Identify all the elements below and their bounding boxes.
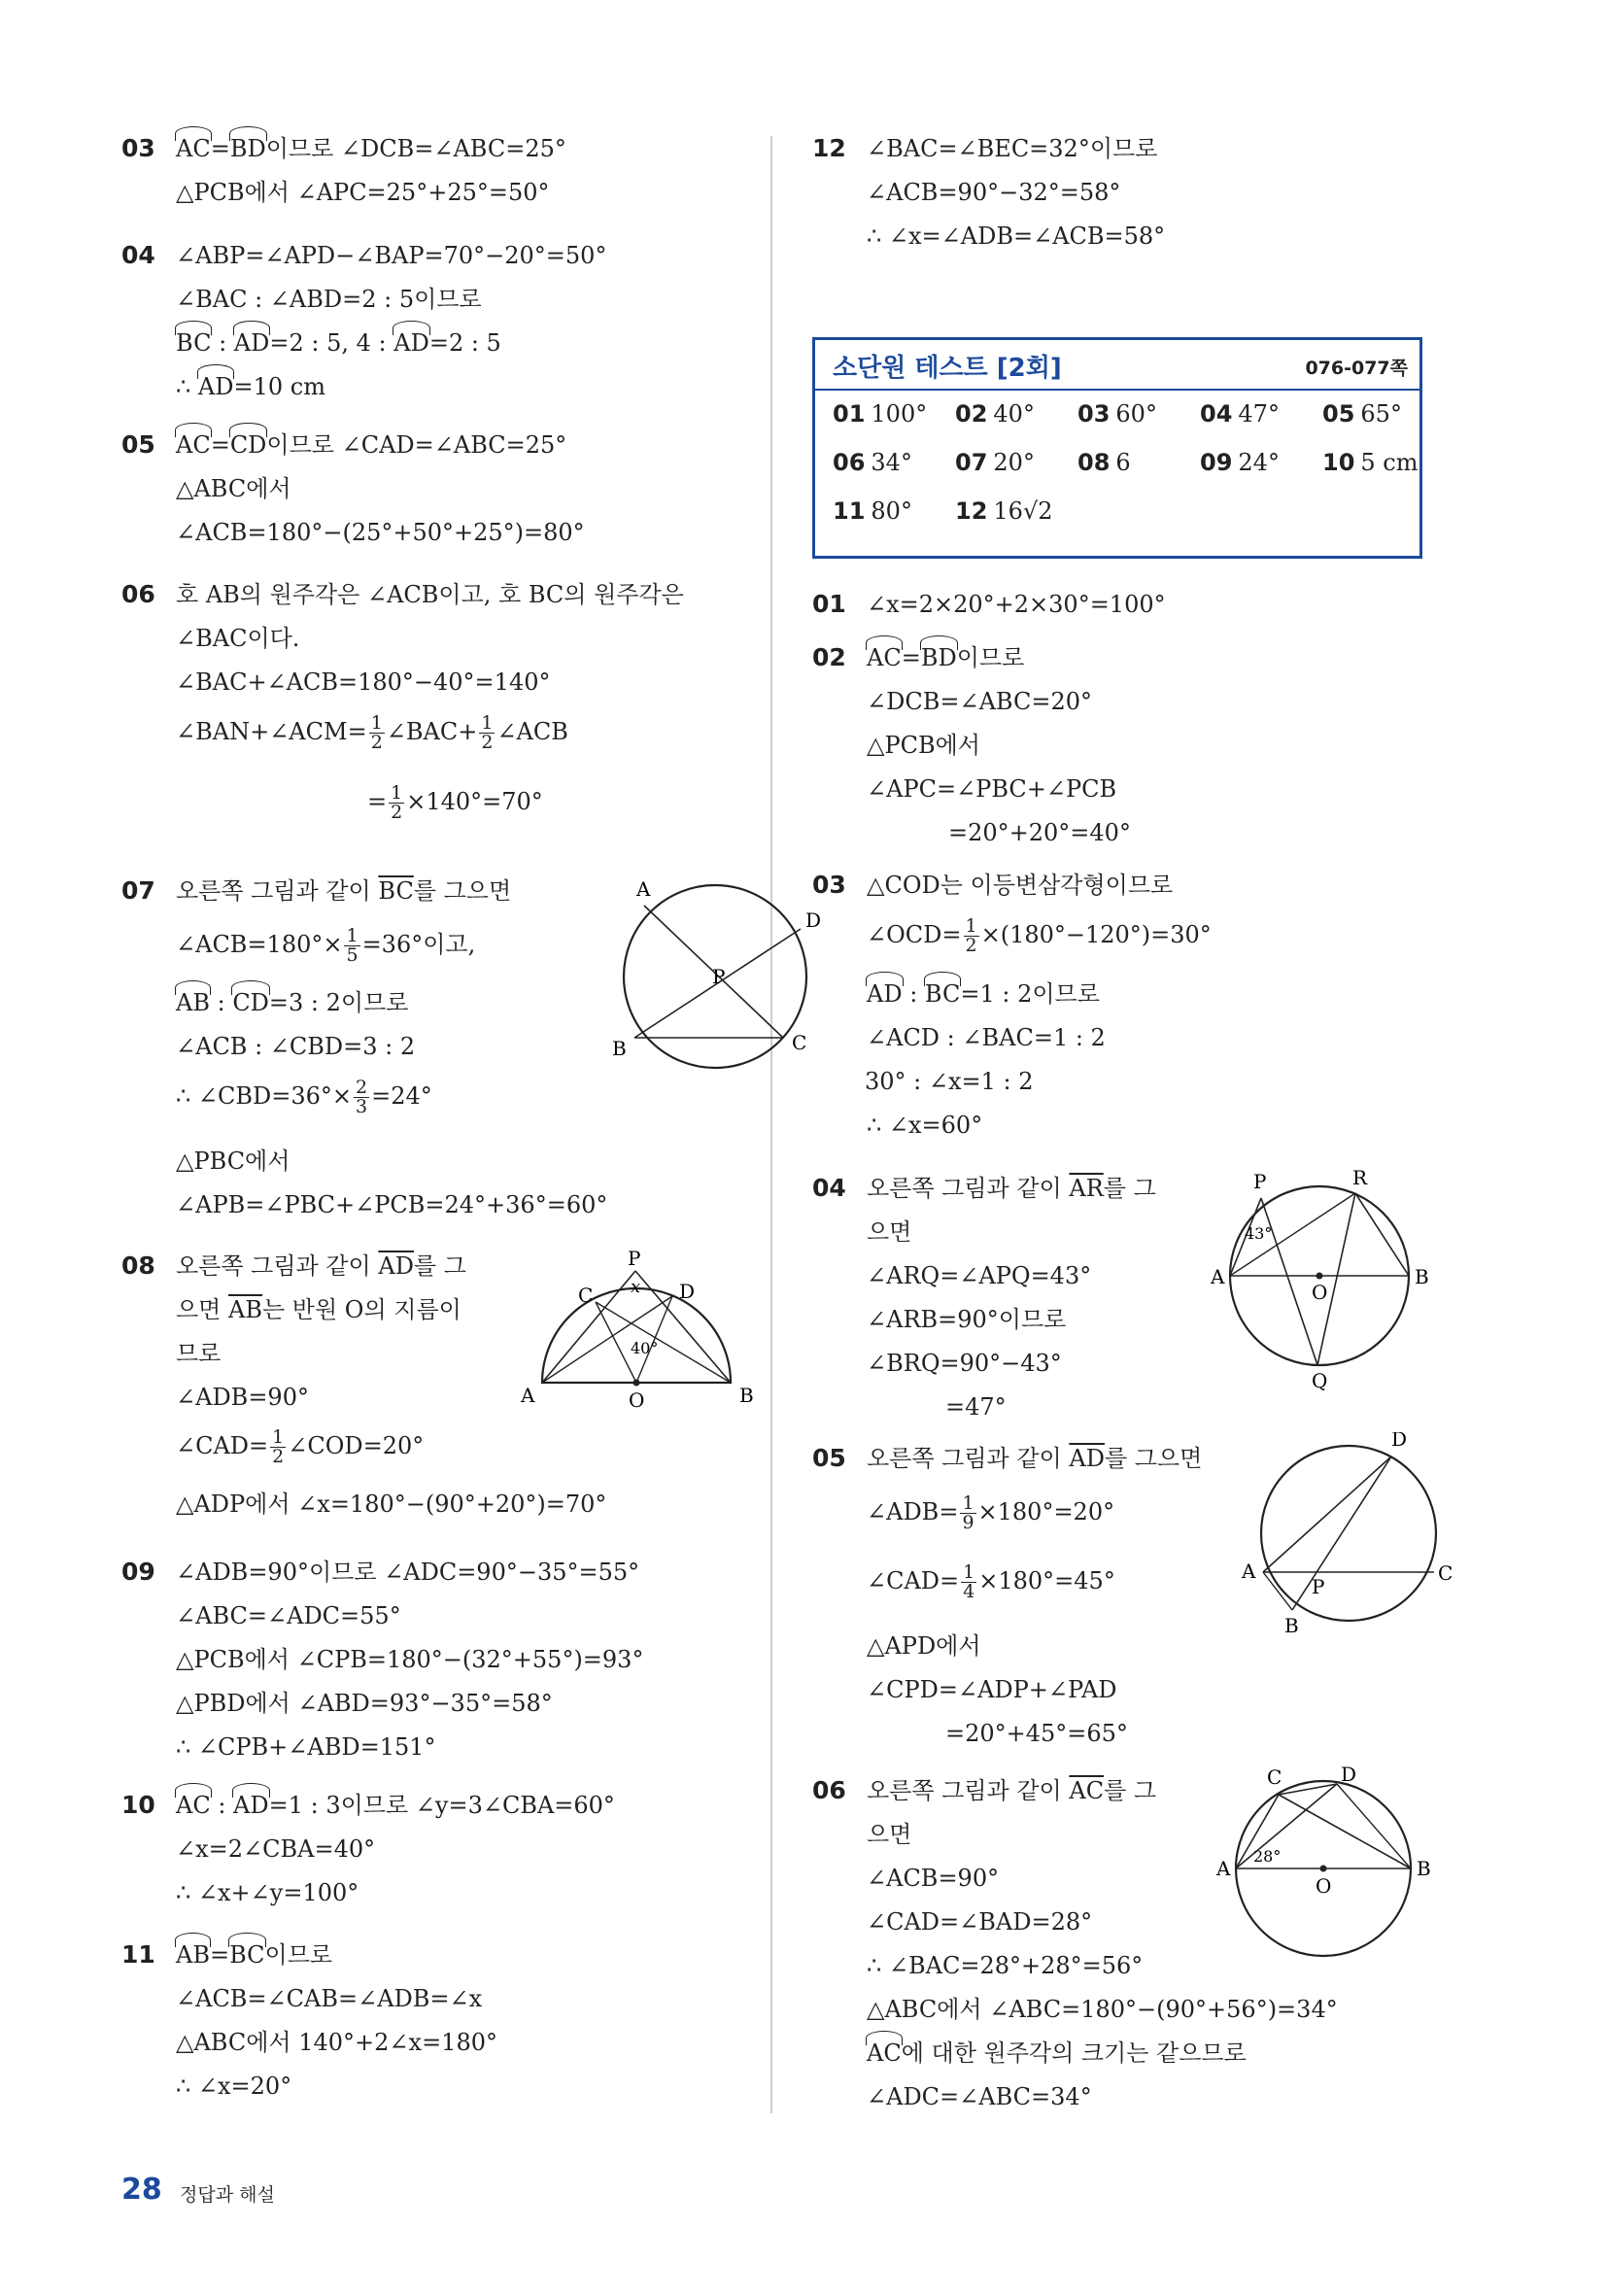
numerator: 1 xyxy=(370,712,383,734)
answer-number: 11 xyxy=(833,497,866,525)
problem-number: 04 xyxy=(121,241,155,269)
solution-line: ∠CAD=∠BAD=28° xyxy=(867,1908,1093,1936)
text: 오른쪽 그림과 같이 xyxy=(176,1252,379,1280)
point-label-p: P xyxy=(1312,1575,1325,1598)
text: =24° xyxy=(371,1082,432,1110)
denominator: 3 xyxy=(356,1096,368,1117)
answer-item xyxy=(1200,449,1280,476)
numerator: 1 xyxy=(272,1426,285,1448)
text: 오른쪽 그림과 같이 xyxy=(176,877,379,905)
answer-value: 65° xyxy=(1360,400,1402,428)
answer-value: 24° xyxy=(1238,449,1280,476)
solution-line: ∠ADC=∠ABC=34° xyxy=(867,2083,1092,2110)
solution-line: 므로 xyxy=(176,1340,222,1367)
solution-line: ∴ ∠CPB+∠ABD=151° xyxy=(176,1733,436,1761)
answer-number: 06 xyxy=(833,449,866,476)
segment-label: $\overline{AD}$ xyxy=(1069,1445,1105,1472)
footer-title: 정답과 해설 xyxy=(180,2184,275,2206)
answer-item xyxy=(833,400,927,428)
text: ×(180°−120°)=30° xyxy=(980,921,1212,948)
solution-line xyxy=(867,1776,1156,1805)
fraction xyxy=(960,1494,975,1532)
arc-label: AC xyxy=(867,2039,902,2067)
answer-value: 100° xyxy=(871,400,928,428)
problem-number: 07 xyxy=(121,876,155,905)
answer-item xyxy=(1322,449,1419,476)
point-label-a: A xyxy=(1242,1559,1256,1583)
solution-line xyxy=(176,714,568,752)
point-label-b: B xyxy=(1415,1265,1429,1288)
denominator: 2 xyxy=(370,732,383,753)
solution-line xyxy=(367,784,543,822)
numerator: 1 xyxy=(965,915,977,937)
problem-number: 10 xyxy=(121,1791,155,1819)
text: =1 : 2이므로 xyxy=(960,980,1100,1008)
point-label-c: C xyxy=(578,1284,594,1307)
fraction xyxy=(369,714,385,752)
solution-line: ∠ACB=∠CAB=∠ADB=∠x xyxy=(176,1985,483,2012)
answer-item xyxy=(955,497,1053,525)
solution-line xyxy=(176,1295,462,1324)
solution-line: △PCB에서 xyxy=(867,732,980,759)
point-label-b: B xyxy=(1417,1857,1431,1880)
solution-line: ∠ADB=90° xyxy=(176,1384,309,1411)
text: ∴ ∠CBD=36°× xyxy=(176,1082,353,1110)
angle-label-40: 40° xyxy=(631,1339,659,1357)
denominator: 2 xyxy=(965,935,977,956)
point-label-c: C xyxy=(1438,1561,1453,1585)
solution-line: △ABC에서 140°+2∠x=180° xyxy=(176,2029,497,2056)
arc-label: AC xyxy=(867,644,902,671)
answer-number: 05 xyxy=(1322,400,1355,428)
denominator: 2 xyxy=(391,802,403,823)
point-label-c: C xyxy=(1267,1766,1282,1789)
solution-line xyxy=(176,372,325,401)
solution-line: ∠ACB=90°−32°=58° xyxy=(867,179,1121,206)
segment-label: $\overline{AC}$ xyxy=(1069,1777,1105,1804)
problem-number: 04 xyxy=(812,1174,846,1202)
solution-line xyxy=(176,1251,466,1281)
text: 이므로 ∠CAD=∠ABC=25° xyxy=(266,431,567,459)
text: ∠ACB xyxy=(496,718,568,745)
answer-number: 01 xyxy=(833,400,866,428)
fraction xyxy=(961,1563,976,1601)
solution-line: ∠ACB=180°−(25°+50°+25°)=80° xyxy=(176,519,585,546)
solution-line xyxy=(867,979,1100,1009)
solution-line: ∠BAC+∠ACB=180°−40°=140° xyxy=(176,668,551,696)
text: ∠ACB=180°× xyxy=(176,931,343,958)
arc-label: AD xyxy=(233,1792,269,1819)
solution-line: ∠ACB : ∠CBD=3 : 2 xyxy=(176,1033,416,1060)
point-label-a: A xyxy=(1211,1265,1225,1288)
point-label-d: D xyxy=(1341,1766,1357,1786)
arc-label: BC xyxy=(924,980,961,1008)
point-label-q: Q xyxy=(1312,1369,1328,1392)
text: 는 반원 O의 지름이 xyxy=(261,1296,462,1323)
solution-line: △ADP에서 ∠x=180°−(90°+20°)=70° xyxy=(176,1491,607,1518)
text: 이므로 ∠DCB=∠ABC=25° xyxy=(265,135,566,162)
answer-number: 08 xyxy=(1077,449,1111,476)
numerator: 1 xyxy=(481,712,494,734)
answer-number: 09 xyxy=(1200,449,1233,476)
solution-line xyxy=(176,876,511,906)
answer-box-title: 소단원 테스트 [2회] xyxy=(833,354,1062,383)
page-number: 28 xyxy=(121,2173,162,2207)
solution-line xyxy=(867,2039,1247,2068)
solution-line: ∴ ∠x=20° xyxy=(176,2073,292,2100)
solution-line: ∴ ∠BAC=28°+28°=56° xyxy=(867,1952,1144,1979)
arc-label: AC xyxy=(176,431,211,459)
solution-line xyxy=(176,328,501,358)
solution-line: =47° xyxy=(945,1393,1007,1421)
fraction xyxy=(354,1079,369,1116)
denominator: 4 xyxy=(963,1581,975,1602)
column-divider xyxy=(770,136,772,2113)
answer-item xyxy=(833,497,912,525)
solution-line: ∠x=2×20°+2×30°=100° xyxy=(867,591,1166,618)
arc-label: BC xyxy=(229,1941,265,1969)
point-label-o: O xyxy=(629,1388,645,1412)
answer-number: 04 xyxy=(1200,400,1233,428)
fraction xyxy=(479,714,495,752)
arc-label: AC xyxy=(176,1792,211,1819)
point-label-o: O xyxy=(1316,1874,1332,1898)
angle-label-28: 28° xyxy=(1253,1847,1282,1866)
arc-label: AD xyxy=(867,980,903,1008)
problem-number: 03 xyxy=(812,871,846,899)
solution-line: 호 AB의 원주각은 ∠ACB이고, 호 BC의 원주각은 xyxy=(176,581,684,608)
solution-line xyxy=(176,1079,432,1116)
problem-number: 01 xyxy=(812,590,846,618)
text: ×180°=45° xyxy=(978,1567,1115,1594)
text: ∠COD=20° xyxy=(288,1432,425,1459)
text: ∠CAD= xyxy=(176,1432,269,1459)
solution-line: ∴ ∠x+∠y=100° xyxy=(176,1879,359,1906)
point-label-p: P xyxy=(712,965,726,988)
problem-number: 08 xyxy=(121,1251,155,1280)
answer-box-pages: 076-077쪽 xyxy=(1305,358,1408,379)
solution-line: △PBD에서 ∠ABD=93°−35°=58° xyxy=(176,1690,553,1717)
text: =2 : 5 xyxy=(428,329,501,357)
circle-figure-06 xyxy=(1211,1766,1444,1961)
solution-line xyxy=(867,1444,1202,1473)
text: 오른쪽 그림과 같이 xyxy=(867,1175,1070,1202)
answer-value: 6 xyxy=(1115,449,1131,476)
point-label-r: R xyxy=(1352,1169,1368,1189)
text: ∠BAN+∠ACM= xyxy=(176,718,367,745)
denominator: 2 xyxy=(272,1446,285,1467)
solution-line: ∠ARB=90°이므로 xyxy=(867,1306,1067,1333)
text: ∠CAD= xyxy=(867,1567,960,1594)
answer-item xyxy=(1077,400,1157,428)
answer-number: 02 xyxy=(955,400,988,428)
text: =1 : 3이므로 ∠y=3∠CBA=60° xyxy=(268,1792,615,1819)
solution-line: △PBC에서 xyxy=(176,1148,291,1175)
denominator: 9 xyxy=(962,1512,974,1533)
solution-line xyxy=(176,1428,424,1466)
solution-line: AC=BD이므로 xyxy=(867,644,1025,671)
point-label-b: B xyxy=(612,1037,627,1060)
numerator: 1 xyxy=(391,782,403,804)
arc-label: CD xyxy=(232,989,269,1016)
solution-line: △PCB에서 ∠APC=25°+25°=50° xyxy=(176,179,550,206)
answer-item xyxy=(955,400,1035,428)
arc-label: CD xyxy=(229,431,267,459)
solution-line: ∠ACB=90° xyxy=(867,1865,1000,1892)
fraction xyxy=(964,917,979,955)
text: 으면 xyxy=(176,1296,228,1323)
fraction xyxy=(344,927,359,965)
answer-value: 60° xyxy=(1115,400,1157,428)
answer-item xyxy=(1077,449,1131,476)
point-label-a: A xyxy=(521,1384,535,1407)
answer-number: 07 xyxy=(955,449,988,476)
point-label-p: P xyxy=(628,1247,641,1270)
text: =3 : 2이므로 xyxy=(268,989,409,1016)
text: 오른쪽 그림과 같이 xyxy=(867,1445,1070,1472)
circle-figure-07 xyxy=(539,869,860,1073)
text: 이므로 xyxy=(264,1941,333,1969)
solution-line: ∠ARQ=∠APQ=43° xyxy=(867,1262,1092,1289)
solution-line: ∠BAC=∠BEC=32°이므로 xyxy=(867,135,1158,162)
text: = xyxy=(367,788,388,815)
solution-line: ∠DCB=∠ABC=20° xyxy=(867,688,1092,715)
arc-label: AB xyxy=(176,1941,210,1969)
text: =2 : 5, 4 : xyxy=(269,329,394,357)
numerator: 1 xyxy=(963,1561,975,1583)
solution-line: AB=BC이므로 xyxy=(176,1941,333,1969)
point-label-b: B xyxy=(739,1384,754,1407)
text: 를 그 xyxy=(413,1252,466,1280)
problem-number: 06 xyxy=(121,580,155,608)
circle-figure-05 xyxy=(1230,1432,1453,1646)
solution-line: 으면 xyxy=(867,1218,912,1246)
problem-number: 02 xyxy=(812,643,846,671)
text: : xyxy=(211,329,234,357)
solution-line: △PCB에서 ∠CPB=180°−(32°+55°)=93° xyxy=(176,1646,644,1673)
answer-number: 12 xyxy=(955,497,988,525)
point-label-c: C xyxy=(792,1031,807,1054)
answer-item xyxy=(833,449,912,476)
answer-box-header xyxy=(815,340,1419,391)
point-label-a: A xyxy=(636,877,651,901)
point-label-o: O xyxy=(1312,1281,1328,1304)
numerator: 1 xyxy=(346,925,359,946)
text: : xyxy=(902,980,925,1008)
arc-label: BD xyxy=(229,135,266,162)
solution-line xyxy=(867,1563,1115,1601)
solution-line xyxy=(176,927,475,965)
arc-label: AD xyxy=(393,329,429,357)
solution-line xyxy=(867,917,1212,955)
arc-label: BD xyxy=(920,644,957,671)
solution-line: ∠ADB=90°이므로 ∠ADC=90°−35°=55° xyxy=(176,1559,640,1586)
answer-value: 16√2 xyxy=(993,497,1053,525)
text: =10 cm xyxy=(233,373,325,400)
segment-label: $\overline{AD}$ xyxy=(378,1252,414,1280)
solution-line: AC=CD이므로 ∠CAD=∠ABC=25° xyxy=(176,431,567,459)
point-label-p: P xyxy=(1253,1170,1267,1193)
text: ∠ADB= xyxy=(867,1498,959,1525)
point-label-a: A xyxy=(1216,1857,1231,1880)
segment-label: $\overline{AR}$ xyxy=(1069,1175,1104,1202)
text: 이므로 xyxy=(956,644,1025,671)
semicircle-figure-08 xyxy=(518,1242,848,1412)
solution-line: ∠CPD=∠ADP+∠PAD xyxy=(867,1676,1117,1703)
solution-line: ∠BAC : ∠ABD=2 : 5이므로 xyxy=(176,286,482,313)
denominator: 2 xyxy=(481,732,494,753)
solution-line: △ABC에서 ∠ABC=180°−(90°+56°)=34° xyxy=(867,1996,1338,2023)
angle-label-x: x xyxy=(631,1277,641,1297)
solution-line: 30° : ∠x=1 : 2 xyxy=(865,1068,1034,1095)
solution-line: 으면 xyxy=(867,1821,912,1848)
text: ×180°=20° xyxy=(977,1498,1115,1525)
point-label-b: B xyxy=(1284,1614,1299,1637)
point-label-d: D xyxy=(805,908,822,932)
problem-number: 03 xyxy=(121,134,155,162)
circle-figure-04 xyxy=(1211,1169,1444,1392)
solution-line: △APD에서 xyxy=(867,1632,981,1660)
text: ∴ xyxy=(176,373,198,400)
arc-label: AD xyxy=(233,329,270,357)
solution-line: ∠BRQ=90°−43° xyxy=(867,1350,1062,1377)
text: : xyxy=(209,989,233,1016)
angle-label-43: 43° xyxy=(1245,1224,1273,1243)
denominator: 5 xyxy=(346,944,359,966)
solution-line: ∴ ∠x=60° xyxy=(867,1112,983,1139)
arc-label: AB xyxy=(176,989,210,1016)
solution-line: ∠ABP=∠APD−∠BAP=70°−20°=50° xyxy=(176,242,607,269)
text: ×140°=70° xyxy=(406,788,543,815)
text: 를 그 xyxy=(1103,1175,1156,1202)
arc-label: BC xyxy=(176,329,212,357)
problem-number: 12 xyxy=(812,134,846,162)
fraction xyxy=(389,784,404,822)
text: 에 대한 원주각의 크기는 같으므로 xyxy=(901,2039,1247,2067)
solution-line xyxy=(176,1791,615,1820)
text: 를 그으면 xyxy=(413,877,512,905)
answer-value: 47° xyxy=(1238,400,1280,428)
text: =36°이고, xyxy=(361,931,476,958)
point-label-d: D xyxy=(1391,1432,1408,1451)
solution-line xyxy=(176,988,408,1017)
answer-value: 80° xyxy=(871,497,912,525)
answer-value: 20° xyxy=(993,449,1035,476)
answer-number: 10 xyxy=(1322,449,1355,476)
solution-line: ∠ACD : ∠BAC=1 : 2 xyxy=(867,1024,1106,1051)
fraction xyxy=(270,1428,286,1466)
numerator: 2 xyxy=(356,1077,368,1098)
segment-label: $\overline{BC}$ xyxy=(378,877,414,905)
text: ∠OCD= xyxy=(867,921,962,948)
solution-line: ∠ABC=∠ADC=55° xyxy=(176,1602,401,1629)
problem-number: 11 xyxy=(121,1940,155,1969)
problem-number: 09 xyxy=(121,1558,155,1586)
answer-item xyxy=(1200,400,1280,428)
answer-summary-box xyxy=(812,337,1422,559)
numerator: 1 xyxy=(962,1492,974,1514)
text: 를 그으면 xyxy=(1104,1445,1203,1472)
solution-line: ∠x=2∠CBA=40° xyxy=(176,1835,376,1863)
problem-number: 05 xyxy=(812,1444,846,1472)
text: : xyxy=(210,1792,234,1819)
solution-line: =20°+20°=40° xyxy=(948,819,1131,846)
answer-value: 40° xyxy=(993,400,1035,428)
problem-number: 05 xyxy=(121,430,155,459)
solution-line: ∠APB=∠PBC+∠PCB=24°+36°=60° xyxy=(176,1191,608,1218)
solution-line: AC=BD이므로 ∠DCB=∠ABC=25° xyxy=(176,135,566,162)
text: 를 그 xyxy=(1104,1777,1157,1804)
solution-line xyxy=(867,1174,1156,1203)
answer-value: 5 cm xyxy=(1360,449,1419,476)
solution-line: ∠APC=∠PBC+∠PCB xyxy=(867,775,1117,803)
problem-number: 06 xyxy=(812,1776,846,1804)
text: ∠BAC+ xyxy=(386,718,478,745)
solution-line: =20°+45°=65° xyxy=(945,1720,1128,1747)
answer-number: 03 xyxy=(1077,400,1111,428)
segment-label: $\overline{AB}$ xyxy=(228,1296,262,1323)
answer-item xyxy=(955,449,1035,476)
solution-line: △ABC에서 xyxy=(176,475,291,502)
answer-item xyxy=(1322,400,1402,428)
solution-line: ∴ ∠x=∠ADB=∠ACB=58° xyxy=(867,223,1166,250)
answer-value: 34° xyxy=(871,449,912,476)
solution-line: ∠BAC이다. xyxy=(176,625,300,652)
solution-line xyxy=(867,1494,1114,1532)
arc-label: AC xyxy=(176,135,211,162)
point-label-d: D xyxy=(679,1280,696,1303)
arc-label: AD xyxy=(197,373,234,400)
solution-line: △COD는 이등변삼각형이므로 xyxy=(867,872,1174,899)
text: 오른쪽 그림과 같이 xyxy=(867,1777,1070,1804)
